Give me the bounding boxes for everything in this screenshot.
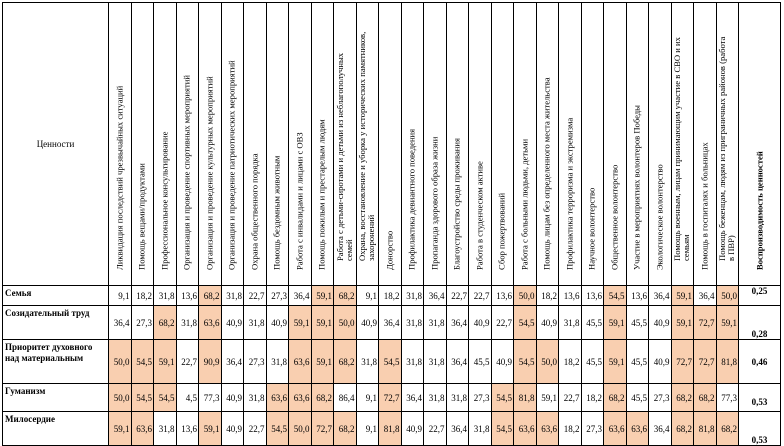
column-header <box>356 3 379 286</box>
table-cell: 59,1 <box>604 306 627 340</box>
table-cell: 63,6 <box>289 340 312 384</box>
column-header-label: Благоустройство среды проживания <box>451 138 462 270</box>
table-cell: 54,5 <box>266 412 289 446</box>
table-cell: 9,1 <box>109 286 132 306</box>
table-cell: 54,5 <box>131 340 154 384</box>
table-cell: 63,6 <box>289 384 312 412</box>
column-header <box>581 3 604 286</box>
row-label: Приоритет духовного над материальным <box>3 340 109 384</box>
table-cell: 81,8 <box>716 340 739 384</box>
table-cell: 36,4 <box>289 286 312 306</box>
values-volunteering-table <box>2 2 781 446</box>
column-header-label: Охрана общественного порядка <box>249 153 260 270</box>
table-row <box>3 412 781 446</box>
table-cell: 54,5 <box>131 384 154 412</box>
column-header <box>694 3 717 286</box>
column-header-label: Донорство <box>384 230 395 270</box>
column-header-label: Экологическое волонтерство <box>654 164 665 270</box>
table-cell: 40,9 <box>401 412 424 446</box>
result-header <box>739 3 781 286</box>
table-cell: 63,6 <box>131 412 154 446</box>
table-cell: 13,6 <box>176 286 199 306</box>
table-cell: 90,9 <box>199 340 222 384</box>
table-cell: 40,9 <box>536 306 559 340</box>
table-cell: 36,4 <box>694 286 717 306</box>
reproducibility-value: 0,46 <box>739 340 781 384</box>
reproducibility-value: 0,28 <box>739 306 781 340</box>
table-cell: 40,9 <box>221 306 244 340</box>
table-cell: 63,6 <box>604 412 627 446</box>
table-cell: 68,2 <box>694 384 717 412</box>
table-cell: 72,7 <box>311 412 334 446</box>
table-cell: 40,9 <box>266 306 289 340</box>
column-header-label: Пропаганда здорового образа жизни <box>429 136 440 270</box>
reproducibility-value: 0,53 <box>739 384 781 412</box>
row-label: Семья <box>3 286 109 306</box>
column-header <box>424 3 447 286</box>
table-cell: 45,5 <box>581 340 604 384</box>
column-header <box>176 3 199 286</box>
table-cell: 31,8 <box>244 384 267 412</box>
table-cell: 22,7 <box>469 286 492 306</box>
table-cell: 45,5 <box>626 340 649 384</box>
column-header <box>671 3 694 286</box>
column-header <box>559 3 582 286</box>
table-cell: 72,7 <box>694 306 717 340</box>
table-cell: 27,3 <box>469 384 492 412</box>
column-header-label: Помощь в госпиталях и больницах <box>699 142 710 270</box>
table-cell: 59,1 <box>154 340 177 384</box>
table-cell: 40,9 <box>221 412 244 446</box>
table-cell: 68,2 <box>671 412 694 446</box>
table-cell: 72,7 <box>379 384 402 412</box>
table-cell: 63,6 <box>536 412 559 446</box>
table-cell: 50,0 <box>514 286 537 306</box>
table-cell: 45,5 <box>626 306 649 340</box>
table-cell: 86,4 <box>334 384 357 412</box>
table-cell: 18,2 <box>559 412 582 446</box>
table-cell: 36,4 <box>649 412 672 446</box>
table-cell: 40,9 <box>221 384 244 412</box>
table-cell: 40,9 <box>649 340 672 384</box>
table-cell: 77,3 <box>716 384 739 412</box>
column-header-label: Сбор пожертвований <box>496 192 507 270</box>
column-header <box>109 3 132 286</box>
column-header <box>379 3 402 286</box>
table-cell: 9,1 <box>356 384 379 412</box>
table-cell: 13,6 <box>176 412 199 446</box>
table-cell: 31,8 <box>469 412 492 446</box>
table-cell: 31,8 <box>154 286 177 306</box>
table-cell: 31,8 <box>559 306 582 340</box>
table-cell: 31,8 <box>244 306 267 340</box>
table-row <box>3 286 781 306</box>
table-cell: 18,2 <box>379 286 402 306</box>
column-header <box>469 3 492 286</box>
table-cell: 31,8 <box>401 340 424 384</box>
column-header-label: Помощь беженцам, людям из приграничных районов (работа в ПВР) <box>717 36 737 261</box>
table-cell: 54,5 <box>154 384 177 412</box>
table-cell: 36,4 <box>379 306 402 340</box>
table-cell: 22,7 <box>491 306 514 340</box>
column-header <box>649 3 672 286</box>
result-header-label: Воспроизводимость ценностей <box>754 151 764 270</box>
table-cell: 59,1 <box>671 286 694 306</box>
table-cell: 63,6 <box>626 412 649 446</box>
table-cell: 27,3 <box>649 384 672 412</box>
table-cell: 31,8 <box>424 306 447 340</box>
column-header <box>289 3 312 286</box>
column-header-label: Профилактика девиантного поведения <box>406 128 417 270</box>
table-cell: 27,3 <box>244 340 267 384</box>
table-row <box>3 306 781 340</box>
table-cell: 68,2 <box>716 412 739 446</box>
table-cell: 68,2 <box>311 384 334 412</box>
table-cell: 54,5 <box>514 306 537 340</box>
table-cell: 54,5 <box>491 412 514 446</box>
table-cell: 54,5 <box>514 340 537 384</box>
table-cell: 40,9 <box>649 306 672 340</box>
table-cell: 36,4 <box>649 286 672 306</box>
table-cell: 59,1 <box>604 340 627 384</box>
column-header <box>131 3 154 286</box>
table-cell: 4,5 <box>176 384 199 412</box>
table-cell: 40,9 <box>469 306 492 340</box>
table-cell: 63,6 <box>199 306 222 340</box>
column-header <box>244 3 267 286</box>
table-cell: 54,5 <box>379 340 402 384</box>
table-cell: 68,2 <box>671 384 694 412</box>
table-cell: 63,6 <box>266 384 289 412</box>
table-cell: 59,1 <box>289 306 312 340</box>
table-cell: 59,1 <box>536 384 559 412</box>
row-label: Созидательный труд <box>3 306 109 340</box>
column-header <box>536 3 559 286</box>
table-cell: 68,2 <box>334 340 357 384</box>
column-header-label: Ликвидация последствий чрезвычайных ситуаций <box>114 85 125 270</box>
table-cell: 81,8 <box>694 412 717 446</box>
column-header <box>334 3 357 286</box>
table-cell: 13,6 <box>626 286 649 306</box>
table-cell: 68,2 <box>154 306 177 340</box>
table-cell: 59,1 <box>109 412 132 446</box>
table-cell: 31,8 <box>446 384 469 412</box>
column-header-label: Охрана, восстановление и уборка у исторических памятников, захоронений <box>357 31 377 261</box>
column-header <box>491 3 514 286</box>
column-header <box>514 3 537 286</box>
table-cell: 18,2 <box>131 286 154 306</box>
table-cell: 36,4 <box>109 306 132 340</box>
table-cell: 22,7 <box>176 340 199 384</box>
table-cell: 27,3 <box>266 286 289 306</box>
table-cell: 59,1 <box>716 306 739 340</box>
column-header-label: Организация и проведение патриотических мероприятий <box>226 60 237 270</box>
table-cell: 68,2 <box>604 384 627 412</box>
table-cell: 77,3 <box>199 384 222 412</box>
table-cell: 81,8 <box>379 412 402 446</box>
column-header-label: Работа с детьми-сиротами и детьми из неблагополучных семей <box>334 52 354 261</box>
table-cell: 22,7 <box>244 412 267 446</box>
table-cell: 13,6 <box>559 286 582 306</box>
table-cell: 63,6 <box>514 412 537 446</box>
column-header-label: Работа с инвалидами и лицами с ОВЗ <box>294 132 305 270</box>
table-cell: 27,3 <box>131 306 154 340</box>
column-header-label: Профилактика терроризма и экстремизма <box>564 117 575 270</box>
column-header <box>446 3 469 286</box>
table-cell: 9,1 <box>356 286 379 306</box>
table-cell: 45,5 <box>469 340 492 384</box>
table-cell: 31,8 <box>356 340 379 384</box>
reproducibility-value: 0,53 <box>739 412 781 446</box>
table-cell: 45,5 <box>626 384 649 412</box>
column-header-label: Помощь бездомным животным <box>271 155 282 270</box>
table-cell: 54,5 <box>491 384 514 412</box>
table-cell: 59,1 <box>199 412 222 446</box>
values-header: Ценности <box>3 3 109 286</box>
column-header-label: Помощь пожилым и престарелым людям <box>316 119 327 270</box>
table-cell: 40,9 <box>356 306 379 340</box>
table-cell: 59,1 <box>311 340 334 384</box>
table-cell: 50,0 <box>289 412 312 446</box>
table-cell: 59,1 <box>311 286 334 306</box>
table-cell: 36,4 <box>424 286 447 306</box>
table-cell: 50,0 <box>536 340 559 384</box>
table-cell: 13,6 <box>491 286 514 306</box>
table-cell: 36,4 <box>446 412 469 446</box>
table-cell: 31,8 <box>176 306 199 340</box>
table-cell: 31,8 <box>424 340 447 384</box>
table-cell: 9,1 <box>356 412 379 446</box>
table-cell: 27,3 <box>581 412 604 446</box>
table-cell: 31,8 <box>401 286 424 306</box>
table-cell: 72,7 <box>671 340 694 384</box>
table-cell: 18,2 <box>581 384 604 412</box>
table-cell: 68,2 <box>334 286 357 306</box>
table-cell: 18,2 <box>559 340 582 384</box>
table-row <box>3 384 781 412</box>
table-cell: 36,4 <box>401 384 424 412</box>
column-header <box>716 3 739 286</box>
column-header <box>199 3 222 286</box>
column-header <box>604 3 627 286</box>
column-header <box>626 3 649 286</box>
table-cell: 59,1 <box>311 306 334 340</box>
table-row <box>3 340 781 384</box>
table-cell: 13,6 <box>581 286 604 306</box>
table-cell: 18,2 <box>536 286 559 306</box>
column-header-label: Организация и проведение спортивных мероприятий <box>181 75 192 270</box>
column-header <box>311 3 334 286</box>
column-header <box>401 3 424 286</box>
table-cell: 68,2 <box>199 286 222 306</box>
table-cell: 54,5 <box>604 286 627 306</box>
table-cell: 59,1 <box>671 306 694 340</box>
column-header-label: Помощь вещами/продуктами <box>136 163 147 270</box>
table-cell: 45,5 <box>581 306 604 340</box>
table-cell: 50,0 <box>334 306 357 340</box>
table-cell: 31,8 <box>401 306 424 340</box>
table-cell: 36,4 <box>221 340 244 384</box>
column-header <box>266 3 289 286</box>
table-cell: 31,8 <box>266 340 289 384</box>
column-header <box>221 3 244 286</box>
table-cell: 50,0 <box>109 340 132 384</box>
table-cell: 81,8 <box>514 384 537 412</box>
table-cell: 31,8 <box>154 412 177 446</box>
table-cell: 31,8 <box>221 286 244 306</box>
reproducibility-value: 0,25 <box>739 286 781 306</box>
column-header <box>154 3 177 286</box>
column-header-label: Участие в мероприятиях волонтеров Победы <box>631 105 642 270</box>
table-cell: 50,0 <box>109 384 132 412</box>
table-cell: 68,2 <box>334 412 357 446</box>
table-cell: 22,7 <box>446 286 469 306</box>
table-cell: 36,4 <box>446 306 469 340</box>
table-cell: 22,7 <box>424 412 447 446</box>
row-label: Милосердие <box>3 412 109 446</box>
table-cell: 36,4 <box>446 340 469 384</box>
column-header-label: Профессиональное консультирование <box>159 131 170 270</box>
table-cell: 31,8 <box>424 384 447 412</box>
table-cell: 22,7 <box>559 384 582 412</box>
column-header-label: Научное волонтерство <box>586 187 597 270</box>
column-header-label: Работа в студенческом активе <box>474 161 485 270</box>
table-header-row <box>3 3 781 286</box>
table-cell: 22,7 <box>244 286 267 306</box>
column-header-label: Помощь лицам без определенного места жительства <box>541 77 552 270</box>
table-cell: 72,7 <box>694 340 717 384</box>
row-label: Гуманизм <box>3 384 109 412</box>
column-header-label: Организация и проведение культурных мероприятий <box>204 76 215 270</box>
column-header-label: Общественное волонтерство <box>609 164 620 270</box>
column-header-label: Помощь военным, лицам принимающим участие в СВО и их семьям <box>672 37 692 261</box>
table-cell: 50,0 <box>716 286 739 306</box>
column-header-label: Работа с больными людьми, детьми <box>519 138 530 270</box>
table-cell: 40,9 <box>491 340 514 384</box>
